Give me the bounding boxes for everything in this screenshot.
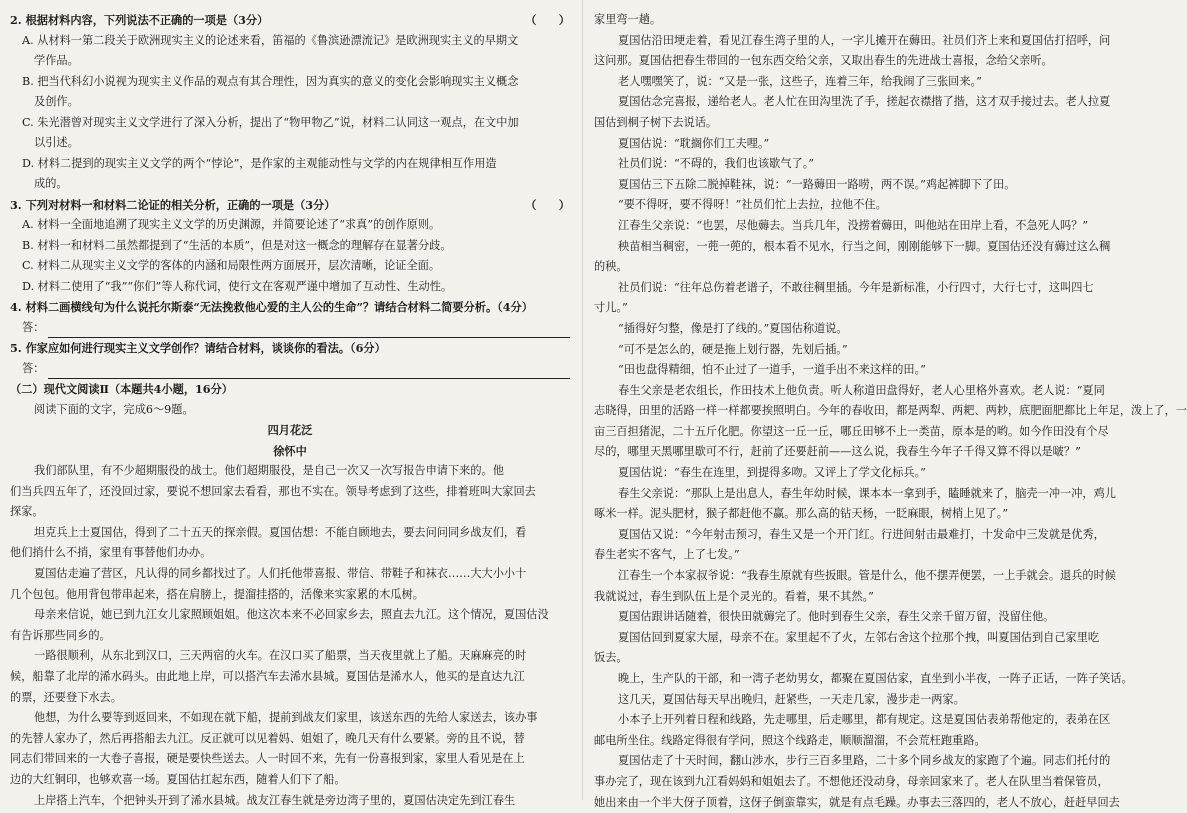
passage-line: 我们部队里，有不少超期服役的战士。他们超期服役，是自己一次又一次写报告申请下来的。他 (34, 464, 504, 477)
passage-line: 寸儿。” (594, 301, 628, 315)
passage-line: 坦克兵上士夏国估，得到了二十五天的探亲假。夏国估想：不能自顾地去，要去问问同乡战友们，看 (34, 525, 527, 539)
passage-body-left (10, 461, 570, 811)
passage-line: “要不得呀，要不得呀！”社员们忙上去拉，拉他不住。 (618, 198, 887, 212)
question-5-stem: 5. 作家应如何进行现实主义文学创作？请结合材料，谈谈你的看法。（6分） (10, 341, 386, 355)
passage-line: 尽的，哪里天黑哪里歇可不行，赶前了还要赶前——这么说，我春生今年子千得又算不得以是啵？” (594, 445, 1081, 459)
option-a-cont: 学作品。 (34, 54, 79, 67)
passage-line: 母亲来信说，她已到九江女儿家照顾姐姐。他这次本来不必回家乡去，照直去九江。这个情况，夏国估没 (34, 608, 549, 622)
passage-body-right (594, 10, 1187, 813)
option-b: B. 材料一和材料二虽然都提到了“生活的本质”，但是对这一概念的理解存在显著分歧。 (22, 238, 452, 252)
option-d: D. 材料二使用了“我”“你们”等人称代词，使行文在客观严谨中增加了互动性、生动性。 (22, 279, 453, 293)
passage-line: 夏国估又说：“今年射击预习，春生又是一个开门红。行进间射击最难打，十发命中三发就是优秀， (618, 527, 1105, 541)
option-c-cont: 以引述。 (34, 136, 79, 149)
passage-line: 同志们带回来的一大卷子喜报，硬是要快些送去。人一时回不来，先有一份喜报到家，家里人看见是在上 (10, 752, 525, 766)
passage-line: 她出来由一个半大伢子顶着，这伢子倒蛮靠实，就是有点毛躁。办事去三落四的，老人不放心，赶赶早回去 (594, 795, 1120, 809)
passage-line: 边的大红铜印，也够欢喜一场。夏国估扛起东西，随着人们下了船。 (10, 772, 346, 786)
passage-line: 亩三百担猪泥，二十五斤化肥。你望这一丘一丘，哪丘田够不上一类苗，原本是的哟。如今作田没有个尽 (594, 424, 1109, 438)
right-column (594, 10, 1187, 809)
option-d: D. 材料二提到的现实主义文学的两个“悖论”，是作家的主观能动性与文学的内在规律相互作用造 (22, 156, 497, 170)
passage-line: 春生父亲是老农组长，作田技术上他负责。听人称道田盘得好，老人心里格外喜欢。老人说：“夏同 (618, 383, 1105, 397)
passage-line: 事办完了，现在该到九江看妈妈和姐姐去了。不想他还没动身，母亲回家来了。老人在队里当着保管员， (594, 774, 1109, 788)
passage-line: 春生父亲说：“那队上是出息人，春生年幼时候，课本本一拿到手，瞌睡就来了，脑壳一冲一冲，鸡儿 (618, 486, 1116, 500)
passage-line: 江春生一个本家叔爷说：“我春生原就有些扳眼。管是什么，他不摆弄便罢，一上手就会。退兵的时候 (618, 569, 1116, 583)
option-a: A. 材料一全面地追溯了现实主义文学的历史渊源，并简要论述了“求真”的创作原则。 (22, 218, 441, 231)
option-a: A. 从材料一第二段关于欧洲现实主义的论述来看，笛福的《鲁滨逊漂流记》是欧洲现实主义的早期文 (22, 33, 519, 47)
passage-line: 家里弯一趟。 (594, 13, 662, 26)
question-2-stem: 2. 根据材料内容，下列说法不正确的一项是（3分） （ ） (10, 10, 570, 31)
option-b: B. 把当代科幻小说视为现实主义作品的观点有其合理性，因为真实的意义的变化会影响现实主义概念 (22, 74, 519, 88)
passage-line: 有告诉那些同乡的。 (10, 628, 111, 642)
passage-line: 夏国估说：“春生在连里，到提得多吻。又评上了学文化标兵。” (618, 466, 926, 480)
option-c: C. 材料二从现实主义文学的客体的内涵和局限性两方面展开，层次清晰，论证全面。 (22, 259, 441, 272)
passage-line: 秧苗相当稠密，一蔸一蔸的，根本看不见水，行当之间，刚刚能够下一脚。夏国估还没有薅过这么稠 (618, 239, 1111, 253)
passage-line: 这问那。夏国估把春生带回的一包东西交给父亲，又取出春生的先进战士喜报，念给父亲听。 (594, 54, 1053, 68)
passage-line: 饭去。 (594, 651, 628, 665)
passage-line: 他想，为什么要等到返回来，不如现在就下船，提前到战友们家里，该送东西的先给人家送去，该办事 (34, 711, 538, 725)
passage-title: 四月花泛 (267, 423, 313, 437)
passage-line: 夏国估三下五除二脱掉鞋袜，说：“一路薅田一路唠，两不误。”鸡起裤脚下了田。 (618, 177, 1016, 191)
passage-line: 的票，还要登下水去。 (10, 690, 122, 704)
passage-line: 上岸搭上汽车，个把钟头开到了浠水县城。战友江春生就是旁边湾子里的，夏国估决定先到江春生 (34, 793, 516, 807)
passage-line: 几个包包。他用背包带串起来，搭在肩膀上，提溜挂搭的，活像来实家累的木瓜树。 (10, 587, 424, 601)
passage-line: 社员们说：“往年总伤着老谱子，不敢往稠里插。今年是新标准，小行四寸，大行七寸，这叫四七 (618, 280, 1094, 294)
option-d-cont: 成的。 (34, 177, 68, 190)
passage-line: 夏国估回到夏家大屋，母亲不在。家里起不了火，左邻右舍这个拉那个拽，叫夏国估到自己家里吃 (618, 630, 1100, 644)
passage-line: 夏国估念完喜报，递给老人。老人忙在田沟里洗了手，搓起衣襟揩了揩，这才双手接过去。老人拉夏 (618, 95, 1111, 109)
passage-line: 的秧。 (594, 260, 628, 274)
section-instruction: 阅读下面的文字，完成6～9题。 (34, 402, 194, 416)
question-5-answer-line[interactable]: 答： (10, 359, 570, 380)
left-column (10, 10, 570, 807)
passage-line: “田也盘得精细，怕不止过了一道手，一道手出不来这样的田。” (618, 363, 926, 377)
passage-line: 志晓得，田里的活路一样一样都要挨照明白。今年的春收田，都是两犁、两耙、两耖，底肥面肥都比上年足，泼上了，一 (594, 404, 1187, 418)
passage-line: “插得好匀整，像是打了线的。”夏国估称道说。 (618, 321, 848, 335)
passage-line: 候，船靠了北岸的浠水码头。由此地上岸，可以搭汽车去浠水县城。夏国估是浠水人，他买的是直达九江 (10, 669, 525, 683)
passage-line: 夏国估跟讲话随着，很快田就薅完了。他时到春生父亲，春生父亲千留万留，没留住他。 (618, 610, 1055, 624)
passage-line: 社员们说：“不碍的，我们也该歇气了。” (618, 157, 815, 171)
passage-line: 小本子上开列着日程和线路，先走哪里，后走哪里，都有规定。这是夏国估表弟帮他定的，表弟在区 (618, 713, 1111, 727)
question-4-stem: 4. 材料二画横线句为什么说托尔斯泰“无法挽救他心爱的主人公的生命”？请结合材料二简要分析。（4分） (10, 300, 533, 314)
option-b-cont: 及创作。 (34, 95, 79, 108)
answer-parentheses: （ ） (525, 13, 570, 27)
option-c: C. 朱光潜曾对现实主义文学进行了深入分析，提出了“物甲物乙”说，材料二认同这一观点，在文中加 (22, 115, 519, 129)
passage-line: “可不是怎么的，硬是拖上划行器，先划后插。” (618, 342, 848, 356)
passage-line: 夏国估走遍了营区，凡认得的同乡都找过了。人们托他带喜报、带信、带鞋子和袜衣……大大小小十 (34, 566, 527, 580)
question-3-stem: 3. 下列对材料一和材料二论证的相关分析，正确的一项是（3分） （ ） (10, 195, 570, 216)
passage-author: 徐怀中 (273, 443, 307, 458)
passage-line: 春生老实不客气，上了七发。” (594, 548, 740, 562)
passage-line: 江春生父亲说：“也罢，尽他薅去。当兵几年，没捞着薅田，叫他站在田岸上看，不急死人吗？” (618, 218, 1089, 232)
passage-line: 们当兵四五年了，还没回过家，要说不想回家去看看，那也不实在。领导考虑到了这些，排着班叫大家回去 (10, 484, 536, 498)
passage-line: 国估到桐子树下去说话。 (594, 115, 718, 129)
passage-line: 的先替人家办了，然后再搭船去九江。反正就可以见着妈、姐姐了，晚几天有什么要紧。旁的且不说，替 (10, 731, 525, 745)
passage-line: 这几天，夏国估每天早出晚归，赶紧些，一天走几家，漫步走一两家。 (618, 692, 965, 706)
passage-line: 我就说过，春生到队伍上是个灵光的。看着，果不其然。” (594, 589, 874, 603)
section-heading: （二）现代文阅读Ⅱ（本题共4小题，16分） (10, 382, 233, 396)
passage-line: 夏国估走了十天时间，翻山涉水，步行三百多里路，二十多个同乡战友的家跑了个遍。同志们托付的 (618, 754, 1111, 768)
passage-line: 邮电所坐住。线路定得很有学问，照这个线路走，顺顺溜溜，不会荒枉跑重路。 (594, 733, 986, 747)
passage-line: 一路很顺利，从东北到汉口，三天两宿的火车。在汉口买了船票，当天夜里就上了船。天麻麻亮的时 (34, 649, 527, 663)
question-4-answer-line[interactable]: 答： (10, 318, 570, 339)
passage-line: 啄米一样。泥头肥材，猴子都赶他不赢。那么高的钻天杨，一眨麻眼，树梢上见了。” (594, 507, 1009, 521)
column-divider (582, 0, 583, 800)
passage-line: 夏国估说：“耽搁你们工夫哩。” (618, 136, 770, 150)
answer-parentheses: （ ） (525, 197, 570, 212)
passage-line: 夏国估沿田埂走着，看见江春生湾子里的人，一字儿摊开在薅田。社员们齐上来和夏国估打招呼，问 (618, 33, 1111, 47)
passage-line: 晚上，生产队的干部，和一湾子老幼男女，都聚在夏国估家，直坐到小半夜，一阵子正话，一阵子笑话。 (618, 672, 1133, 685)
passage-line: 他们捎什么不捎，家里有事替他们办办。 (10, 546, 212, 560)
passage-line: 老人嘿嘿笑了，说：“又是一张，这些子，连着三年，给我闹了三张回来。” (618, 74, 982, 88)
passage-line: 探家。 (10, 505, 44, 519)
